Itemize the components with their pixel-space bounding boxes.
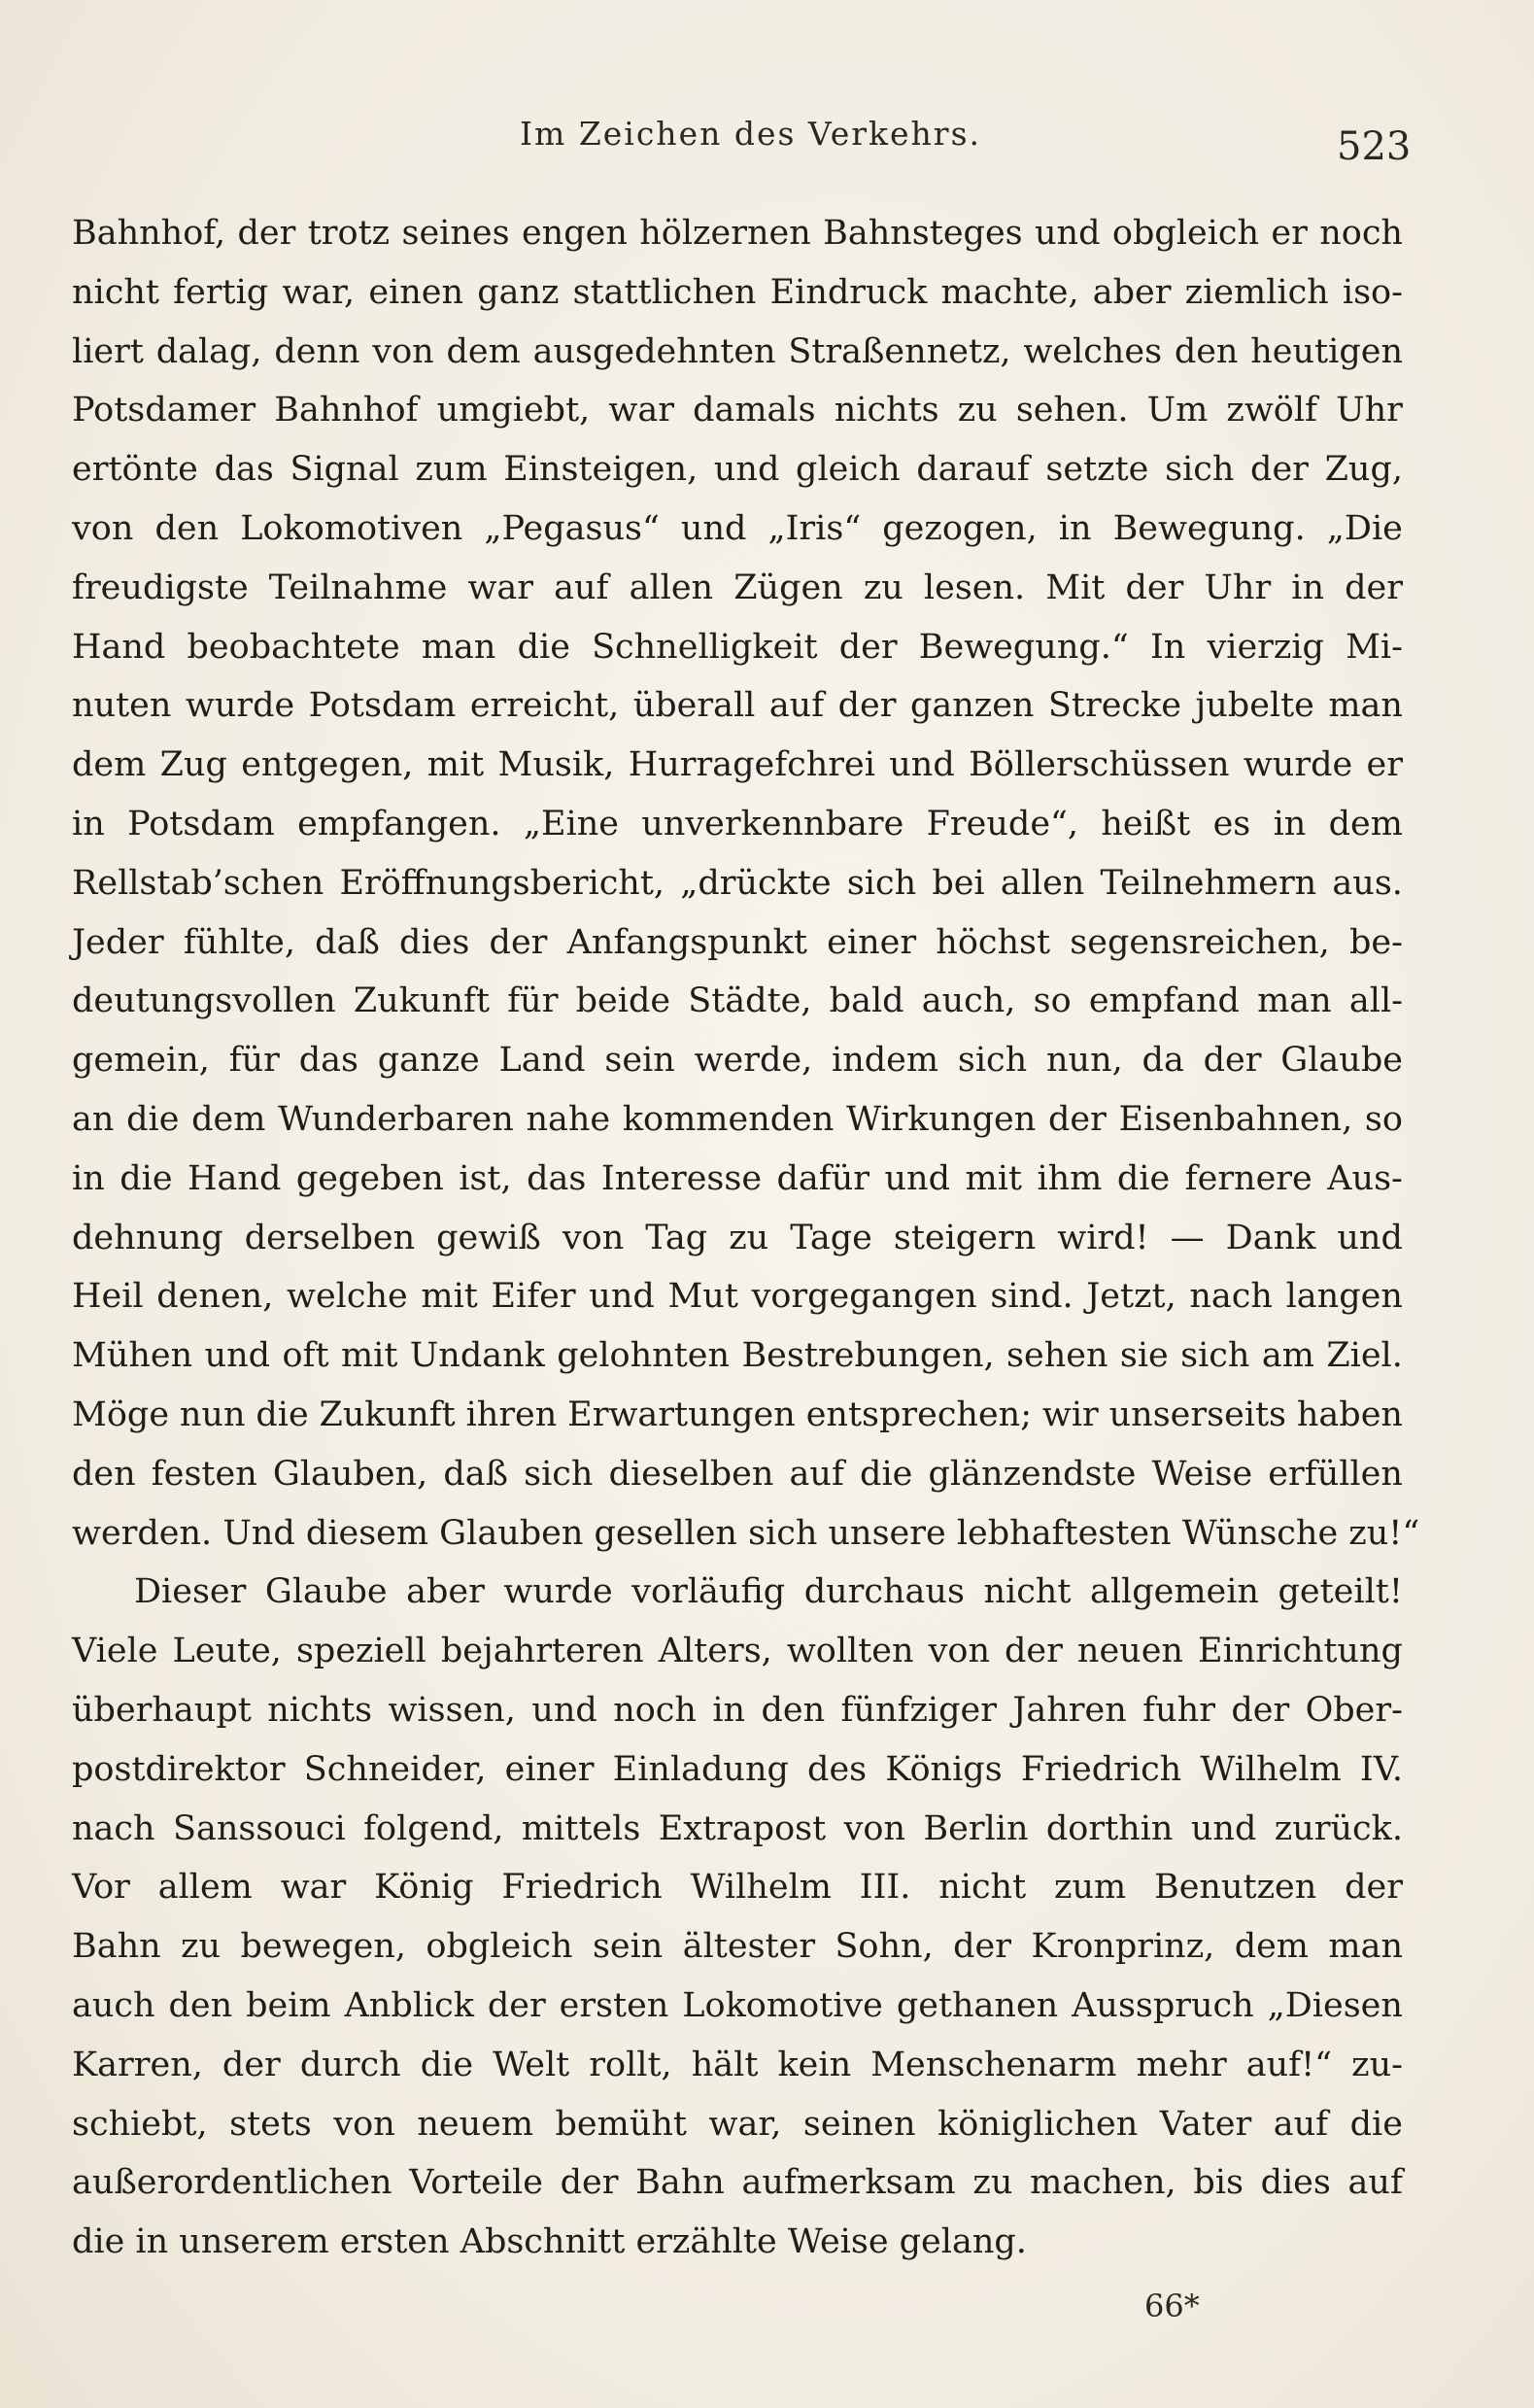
- text-line: Bahnhof, der trotz seines engen hölzernen Bahnsteges und obgleich er noch: [72, 214, 1403, 253]
- text-line: nicht fertig war, einen ganz stattlichen Eindruck machte, aber ziemlich iso-: [72, 272, 1403, 312]
- text-line: von den Lokomotiven „Pegasus“ und „Iris“ gezogen, in Bewegung. „Die: [72, 508, 1403, 548]
- text-line: Karren, der durch die Welt rollt, hält kein Menschenarm mehr auf!“ zu-: [72, 2045, 1403, 2084]
- body-text: [72, 204, 1420, 2272]
- text-line: Heil denen, welche mit Eifer und Mut vorgegangen sind. Jetzt, nach langen: [72, 1277, 1403, 1317]
- signature-mark: 66*: [1144, 2288, 1200, 2324]
- text-line: freudigste Teilnahme war auf allen Zügen zu lesen. Mit der Uhr in der: [72, 568, 1403, 607]
- text-line: Potsdamer Bahnhof umgiebt, war damals nichts zu sehen. Um zwölf Uhr: [72, 391, 1403, 430]
- text-line: Dieser Glaube aber wurde vorläufig durchaus nicht allgemein geteilt!: [134, 1572, 1403, 1612]
- text-line: den festen Glauben, daß sich dieselben auf die glänzendste Weise erfüllen: [72, 1454, 1403, 1494]
- running-title: Im Zeichen des Verkehrs.: [520, 115, 982, 153]
- text-line: Möge nun die Zukunft ihren Erwartungen entsprechen; wir unserseits haben: [72, 1394, 1403, 1434]
- text-line: deutungsvollen Zukunft für beide Städte, bald auch, so empfand man all-: [72, 981, 1403, 1021]
- text-line: ertönte das Signal zum Einsteigen, und gleich darauf setzte sich der Zug,: [72, 450, 1403, 490]
- text-line: gemein, für das ganze Land sein werde, indem sich nun, da der Glaube: [72, 1041, 1403, 1081]
- text-line: in die Hand gegeben ist, das Interesse dafür und mit ihm die fernere Aus-: [72, 1158, 1403, 1198]
- text-line: an die dem Wunderbaren nahe kommenden Wirkungen der Eisenbahnen, so: [72, 1099, 1403, 1139]
- text-line: Rellstab’schen Eröffnungsbericht, „drückte sich bei allen Teilnehmern aus.: [72, 863, 1403, 903]
- text-line: in Potsdam empfangen. „Eine unverkennbare Freude“, heißt es in dem: [72, 804, 1403, 843]
- text-line: Hand beobachtete man die Schnelligkeit der Bewegung.“ In vierzig Mi-: [72, 627, 1403, 667]
- text-line: liert dalag, denn von dem ausgedehnten Straßennetz, welches den heutigen: [72, 331, 1403, 371]
- text-line: die in unserem ersten Abschnitt erzählte Weise gelang.: [72, 2222, 1027, 2262]
- text-line: Vor allem war König Friedrich Wilhelm III. nicht zum Benutzen der: [72, 1868, 1403, 1908]
- text-line: Bahn zu bewegen, obgleich sein ältester Sohn, der Kronprinz, dem man: [72, 1927, 1403, 1967]
- text-line: dem Zug entgegen, mit Musik, Hurragefchrei und Böllerschüssen wurde er: [72, 745, 1403, 785]
- text-line: nuten wurde Potsdam erreicht, überall auf der ganzen Strecke jubelte man: [72, 686, 1403, 726]
- text-line: auch den beim Anblick der ersten Lokomotive gethanen Ausspruch „Diesen: [72, 1985, 1403, 2025]
- text-line: überhaupt nichts wissen, und noch in den fünfziger Jahren fuhr der Ober-: [72, 1690, 1403, 1730]
- text-line: nach Sanssouci folgend, mittels Extrapost von Berlin dorthin und zurück.: [72, 1808, 1403, 1848]
- text-line: dehnung derselben gewiß von Tag zu Tage steigern wird! — Dank und: [72, 1218, 1403, 1257]
- text-line: außerordentlichen Vorteile der Bahn aufmerksam zu machen, bis dies auf: [72, 2163, 1403, 2203]
- text-line: Viele Leute, speziell bejahrteren Alters, wollten von der neuen Einrichtung: [72, 1632, 1403, 1671]
- text-line: Jeder fühlte, daß dies der Anfangspunkt einer höchst segensreichen, be-: [72, 922, 1403, 962]
- text-line: Mühen und oft mit Undank gelohnten Bestrebungen, sehen sie sich am Ziel.: [72, 1336, 1403, 1376]
- text-line: schiebt, stets von neuem bemüht war, seinen königlichen Vater auf die: [72, 2104, 1403, 2144]
- text-line: postdirektor Schneider, einer Einladung des Königs Friedrich Wilhelm IV.: [72, 1749, 1403, 1789]
- text-line: werden. Und diesem Glauben gesellen sich unsere lebhaftesten Wünsche zu!“: [72, 1513, 1420, 1553]
- page-number: 523: [1337, 124, 1412, 169]
